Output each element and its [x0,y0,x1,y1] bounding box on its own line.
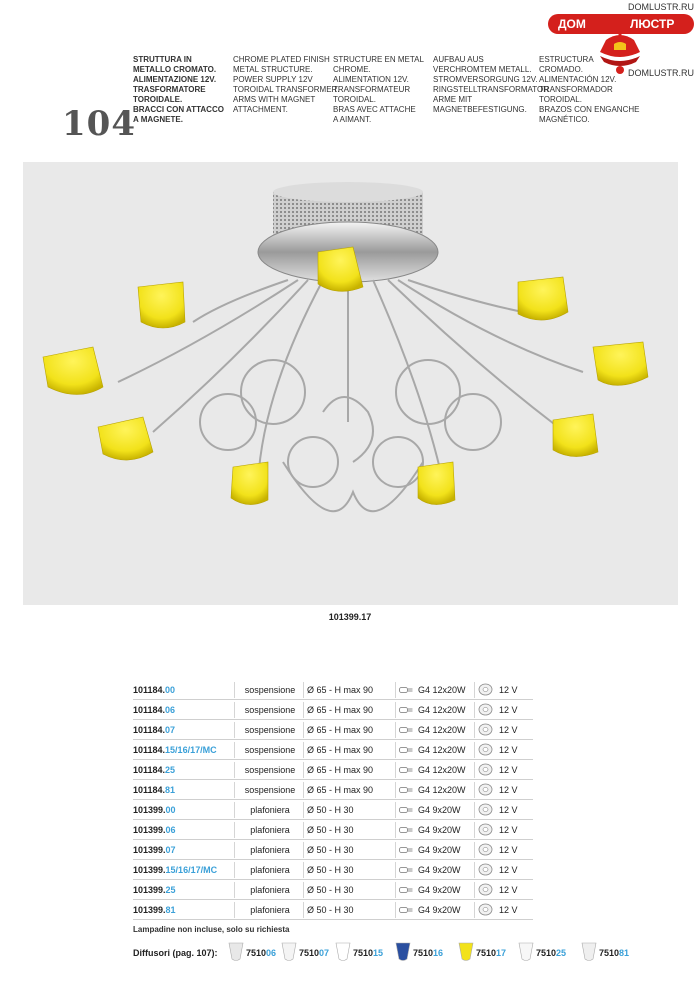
table-row [133,840,533,860]
voltage: 12 V [499,905,518,915]
fixture-type: plafoniera [250,865,290,875]
diffuser-code-base: 7510 [476,948,497,958]
dimensions: Ø 65 - H max 90 [307,745,374,755]
transformer-icon [478,843,493,856]
voltage: 12 V [499,685,518,695]
description-line: METAL STRUCTURE. [233,65,313,74]
product-code [133,865,217,875]
description-line: RINGSTELLTRANSFORMATOR. [433,85,552,94]
product-code-base: 101399. [133,885,166,895]
product-code-suffix: 25 [165,885,176,895]
bulb-icon [399,887,413,893]
table-row [133,740,533,760]
product-code-suffix: 00 [165,685,176,695]
description-line: TRASFORMATORE [133,85,206,94]
table-row [133,780,533,800]
product-code-base: 101184. [133,685,166,695]
description-line: TRANSFORMADOR [539,85,613,94]
transformer-icon [478,763,493,776]
voltage: 12 V [499,785,518,795]
bulb-icon [399,867,413,873]
description-line: CHROME PLATED FINISH [233,55,330,64]
bulbs-note: Lampadine non incluse, solo su richiesta [133,925,290,934]
product-code-base: 101399. [133,825,166,835]
logo-word-1: ДОМ [558,17,586,31]
description-line: ARMS WITH MAGNET [233,95,316,104]
diffuser-shade-icon [228,941,244,963]
logo-url-top: DOMLUSTR.RU [627,2,694,12]
logo-url-bottom: DOMLUSTR.RU [627,68,694,78]
dimensions: Ø 65 - H max 90 [307,785,374,795]
lamp-spec: G4 9x20W [418,825,461,835]
lamp-spec: G4 9x20W [418,805,461,815]
transformer-icon [478,743,493,756]
voltage: 12 V [499,885,518,895]
diffuser-shade-icon [458,941,474,963]
description-line: AUFBAU AUS [433,55,484,64]
table-row [133,800,533,820]
diffuser-code-base: 7510 [599,948,620,958]
fixture-type: sospensione [244,705,296,715]
description-de [433,55,552,115]
description-line: A AIMANT. [333,115,372,124]
transformer-icon [478,903,493,916]
description-line: MAGNETBEFESTIGUNG. [433,105,527,114]
fixture-type: plafoniera [250,905,290,915]
description-line: TOROIDAL TRANSFORMER. [233,85,340,94]
product-code [133,805,176,815]
description-line: ALIMENTATION 12V. [333,75,409,84]
table-row [133,820,533,840]
product-code-suffix: 81 [165,905,176,915]
lamp-spec: G4 12x20W [418,745,466,755]
fixture-type: sospensione [244,745,296,755]
description-line: ATTACHMENT. [233,105,288,114]
product-code [133,885,176,895]
table-row [133,880,533,900]
logo-wordmark [548,14,694,34]
product-code-base: 101399. [133,805,166,815]
description-line: POWER SUPPLY 12V [233,75,313,84]
product-photo [23,162,678,605]
description-line: METALLO CROMATO. [133,65,217,74]
voltage: 12 V [499,805,518,815]
bulb-icon [399,687,413,693]
dimensions: Ø 65 - H max 90 [307,705,374,715]
table-row [133,860,533,880]
product-code-suffix: 06 [165,825,176,835]
diffuser-shade-icon [581,941,597,963]
product-code [133,845,176,855]
diffuser-code-suffix: 06 [266,948,277,958]
voltage: 12 V [499,765,518,775]
diffuser-code [599,948,629,958]
product-code [133,745,217,755]
logo [548,0,700,80]
table-row [133,760,533,780]
description-line: BRACCI CON ATTACCO [133,105,224,114]
product-code [133,685,175,695]
product-code [133,785,175,795]
diffuser-code-suffix: 81 [619,948,630,958]
diffuser-code-base: 7510 [536,948,557,958]
dimensions: Ø 50 - H 30 [307,885,354,895]
diffuser-code-base: 7510 [299,948,320,958]
lamp-spec: G4 9x20W [418,865,461,875]
diffuser-code [353,948,383,958]
fixture-type: sospensione [244,785,296,795]
product-code-suffix: 00 [165,805,176,815]
description-line: MAGNÉTICO. [539,115,590,124]
bulb-icon [399,847,413,853]
fixture-type: sospensione [244,725,296,735]
transformer-icon [478,823,493,836]
bulb-icon [399,747,413,753]
transformer-icon [478,783,493,796]
description-line: CHROME. [333,65,371,74]
table-row [133,720,533,740]
product-code [133,825,176,835]
fixture-type: plafoniera [250,845,290,855]
description-line: TOROIDALE. [133,95,183,104]
description-line: STROMVERSORGUNG 12V. [433,75,538,84]
fixture-type: plafoniera [250,805,290,815]
description-line: ESTRUCTURA [539,55,594,64]
spec-table [133,680,533,920]
product-code [133,765,175,775]
lamp-spec: G4 9x20W [418,885,461,895]
description-line: TOROIDAL. [333,95,376,104]
product-code-base: 101184. [133,785,166,795]
transformer-icon [478,803,493,816]
transformer-icon [478,883,493,896]
bulb-icon [399,807,413,813]
voltage: 12 V [499,845,518,855]
transformer-icon [478,703,493,716]
voltage: 12 V [499,825,518,835]
product-code-suffix: 07 [165,845,176,855]
description-line: STRUCTURE EN METAL [333,55,424,64]
diffuser-code-suffix: 15 [373,948,384,958]
table-row [133,900,533,920]
dimensions: Ø 50 - H 30 [307,905,354,915]
voltage: 12 V [499,705,518,715]
fixture-type: sospensione [244,685,296,695]
fixture-type: plafoniera [250,885,290,895]
dimensions: Ø 65 - H max 90 [307,685,374,695]
table-row [133,700,533,720]
bulb-icon [399,787,413,793]
voltage: 12 V [499,725,518,735]
product-code [133,725,175,735]
description-it [133,55,233,125]
diffuser-code [413,948,443,958]
dimensions: Ø 50 - H 30 [307,805,354,815]
lamp-spec: G4 12x20W [418,725,466,735]
dimensions: Ø 50 - H 30 [307,845,354,855]
photo-caption: 101399.17 [328,612,372,622]
product-code-suffix: 25 [165,765,176,775]
diffuser-code [476,948,506,958]
product-code [133,905,176,915]
diffuser-shade-icon [335,941,351,963]
lamp-spec: G4 12x20W [418,785,466,795]
description-line: ARME MIT [433,95,473,104]
lamp-spec: G4 9x20W [418,905,461,915]
diffuser-code [246,948,276,958]
transformer-icon [478,683,493,696]
product-code-suffix: 15/16/17/MC [165,745,217,755]
voltage: 12 V [499,865,518,875]
description-line: ALIMENTACIÓN 12V. [539,75,617,84]
product-code-base: 101399. [133,845,166,855]
diffuser-code-suffix: 25 [556,948,567,958]
voltage: 12 V [499,745,518,755]
product-code-base: 101184. [133,765,166,775]
diffuser-shade-icon [281,941,297,963]
product-code-suffix: 81 [165,785,176,795]
description-line: CROMADO. [539,65,583,74]
diffusers-label: Diffusori (pag. 107): [133,948,218,958]
bulb-icon [399,827,413,833]
product-code-suffix: 06 [165,705,176,715]
description-line: A MAGNETE. [133,115,183,124]
logo-word-2: ЛЮСТР [630,17,675,31]
page-number: 104 [62,104,136,144]
diffuser-code-base: 7510 [246,948,267,958]
dimensions: Ø 65 - H max 90 [307,725,374,735]
description-line: VERCHROMTEM METALL. [433,65,532,74]
diffuser-code-base: 7510 [413,948,434,958]
table-row [133,680,533,700]
diffuser-code-suffix: 16 [433,948,444,958]
diffuser-shade-icon [395,941,411,963]
diffuser-code-base: 7510 [353,948,374,958]
transformer-icon [478,863,493,876]
product-code-suffix: 07 [165,725,176,735]
chandelier-illustration [23,162,678,605]
fixture-type: plafoniera [250,825,290,835]
product-code-base: 101399. [133,865,166,875]
fixture-type: sospensione [244,765,296,775]
bulb-icon [399,727,413,733]
transformer-icon [478,723,493,736]
product-code-suffix: 15/16/17/MC [165,865,218,875]
description-line: BRAS AVEC ATTACHE [333,105,416,114]
description-en [233,55,340,115]
dimensions: Ø 65 - H max 90 [307,765,374,775]
lamp-spec: G4 12x20W [418,685,466,695]
diffuser-shade-icon [518,941,534,963]
lamp-spec: G4 12x20W [418,705,466,715]
product-code-base: 101184. [133,725,166,735]
dimensions: Ø 50 - H 30 [307,825,354,835]
bulb-icon [399,707,413,713]
description-line: STRUTTURA IN [133,55,192,64]
product-code [133,705,175,715]
diffuser-code [536,948,566,958]
description-fr [333,55,433,125]
lamp-spec: G4 9x20W [418,845,461,855]
description-line: TRANSFORMATEUR [333,85,411,94]
description-line: BRAZOS CON ENGANCHE [539,105,640,114]
dimensions: Ø 50 - H 30 [307,865,354,875]
bulb-icon [399,907,413,913]
lamp-spec: G4 12x20W [418,765,466,775]
description-line: TOROIDAL. [539,95,582,104]
diffuser-code [299,948,329,958]
product-code-base: 101184. [133,705,166,715]
product-code-base: 101399. [133,905,166,915]
description-line: ALIMENTAZIONE 12V. [133,75,217,84]
diffuser-code-suffix: 07 [319,948,330,958]
bulb-icon [399,767,413,773]
product-code-base: 101184. [133,745,166,755]
diffuser-code-suffix: 17 [496,948,507,958]
